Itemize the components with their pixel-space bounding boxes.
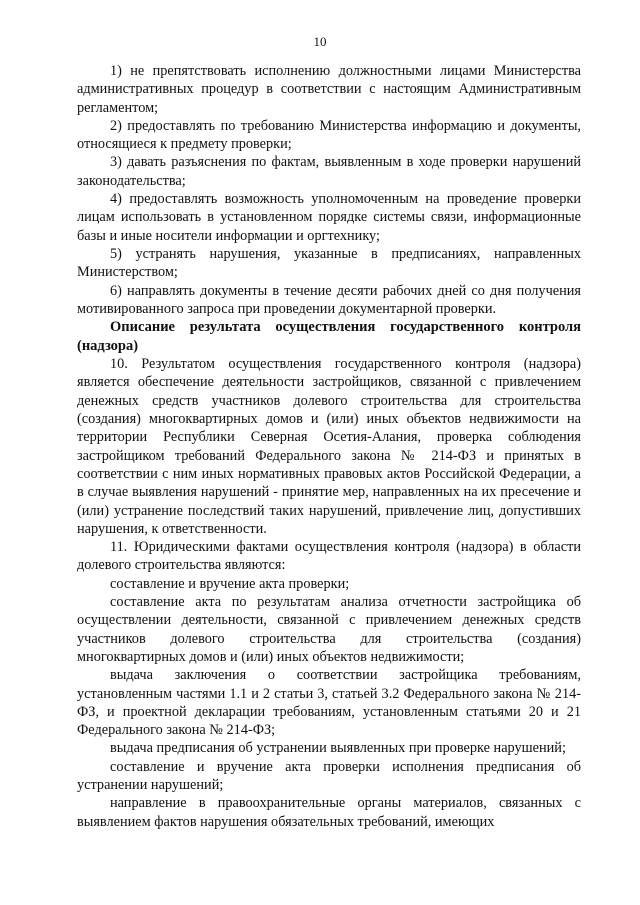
paragraph: выдача предписания об устранении выявленных при проверке нарушений; (110, 740, 566, 757)
paragraph: направление в правоохранительные органы материалов, связанных с выявлением фактов нарушения обязательных требований, имеющих (77, 795, 581, 830)
paragraph: составление и вручение акта проверки исполнения предписания об устранении нарушений; (77, 758, 581, 793)
list-item: 3) давать разъяснения по фактам, выявленным в ходе проверки нарушений законодательства; (77, 154, 581, 189)
paragraph: составление и вручение акта проверки; (110, 575, 350, 592)
list-item: 1) не препятствовать исполнению должностными лицами Министерства административных процедур в соответствии с настоящим Административным регламентом; (77, 63, 581, 116)
list-item: 2) предоставлять по требованию Министерства информацию и документы, относящиеся к предмету проверки; (77, 117, 581, 153)
paragraph: выдача заключения о соответствии застройщика требованиям, установленным частями 1.1 и 2 статьи 3, статьей 3.2 Федерального закона № 214-ФЗ, и проектной декларации требованиям, установленным статьями 20 и 21 Федерального закона № 214-ФЗ; (77, 667, 581, 739)
list-item: 4) предоставлять возможность уполномоченным на проведение проверки лицам использовать в установленном порядке системы связи, информационные базы и иные носители информации и оргтехнику; (77, 191, 581, 244)
paragraph: 10. Результатом осуществления государственного контроля (надзора) является обеспечение деятельности застройщиков, связанной с привлечением денежных средств участников долевого строительства для строительства (создания) многоквартирных домов и (или) иных объектов недвижимости на территории Республики Северная Осетия-Алания, проверка соблюдения застройщиком требований Федерального закона № 214-ФЗ и принятых в соответствии с ним иных нормативных правовых актов Российской Федерации, а в случае выявления нарушений - принятие мер, направленных на их пресечение и (или) устранение последствий таких нарушений, привлечение лиц, допустивших нарушения, к ответственности. (77, 356, 581, 537)
paragraph: составление акта по результатам анализа отчетности застройщика об осуществлении деятельности, связанной с привлечением денежных средств участников долевого строительства для строительства (создания) многоквартирных домов и (или) иных объектов недвижимости; (77, 594, 581, 665)
section-heading: Описание результата осуществления государственного контроля (надзора) (77, 319, 581, 354)
list-item: 5) устранять нарушения, указанные в предписаниях, направленных Министерством; (77, 245, 581, 281)
list-item: 6) направлять документы в течение десяти рабочих дней со дня получения мотивированного запроса при проведении документарной проверки. (77, 282, 581, 317)
page-number: 10 (313, 34, 327, 49)
document-body (77, 62, 581, 831)
paragraph: 11. Юридическими фактами осуществления контроля (надзора) в области долевого строительства являются: (77, 539, 581, 574)
